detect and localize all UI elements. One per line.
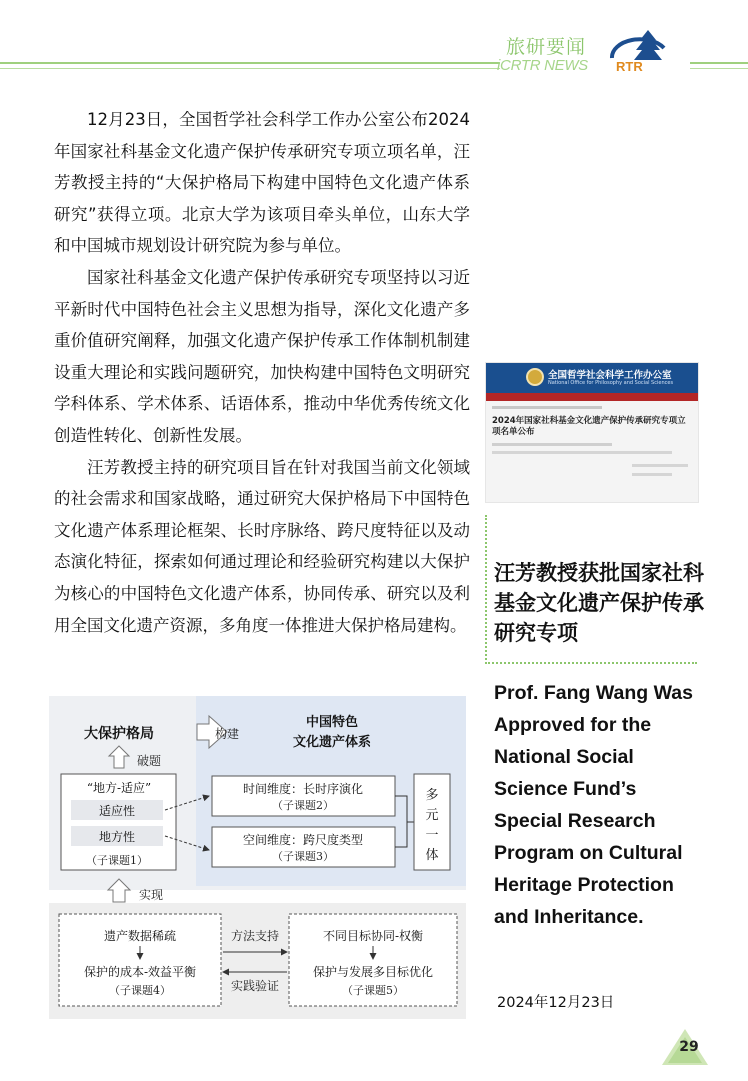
emblem-icon (526, 368, 544, 386)
space-dimension-label: 空间维度：跨尺度类型 (242, 833, 364, 847)
targets-label: 不同目标协同-权衡 (322, 929, 424, 943)
announcement-screenshot (485, 362, 699, 503)
multi-char-3: 一 (425, 828, 439, 843)
header-rule-right (690, 62, 748, 64)
side-divider-horizontal (485, 662, 697, 664)
paragraph-3: 汪芳教授主持的研究项目旨在针对我国当前文化领域的社会需求和国家战略，通过研究大保护格局下中国特色文化遗产体系理论框架、长时序脉络、跨尺度特征以及动态演化特征，探索如何通过理论和经验研究构建以大保护为核心的中国特色文化遗产体系，协同传承、研究以及利用全国文化遗产资源，多角度一体推进大保护格局建构。 (54, 457, 470, 635)
locality-label: 地方性 (98, 830, 136, 844)
construct-label: 构建 (215, 727, 240, 741)
big-protection-label: 大保护格局 (84, 726, 154, 742)
article-body (54, 104, 470, 641)
article-date: 2024年12月23日 (497, 995, 615, 1011)
screenshot-nav-bar (486, 393, 698, 401)
paragraph-2: 国家社科基金文化遗产保护传承研究专项坚持以习近平新时代中国特色社会主义思想为指导，深化文化遗产多重价值研究阐释，加强文化遗产保护传承工作体制机制建设重大理论和实践问题研究，加快构建中国特色文明研究学科体系、学术体系、话语体系，推动中华优秀传统文化创造性转化、创新性发展。 (54, 267, 470, 445)
section-title-cn: 旅研要闻 (506, 36, 587, 58)
method-support-label: 方法支持 (230, 929, 280, 943)
multi-char-1: 多 (425, 788, 439, 803)
realize-label: 实现 (139, 888, 164, 902)
sub4-label: （子课题4） (109, 984, 171, 997)
screenshot-org-name: 全国哲学社会科学工作办公室 (548, 370, 672, 381)
data-scarce-label: 遗产数据稀疏 (103, 929, 177, 943)
side-title-en: Prof. Fang Wang Was Approved for the National Social Science Fund’s Special Research Program on Cultural Heritage Protection and Inheritance. (494, 682, 693, 928)
section-title-en: iCRTR NEWS (497, 57, 588, 74)
screenshot-sign-line (632, 464, 688, 467)
local-adapt-title: “地方-适应” (86, 781, 152, 795)
side-divider-vertical (485, 515, 487, 660)
screenshot-org-name-en: National Office for Philosophy and Social Sciences (548, 380, 674, 386)
heritage-system-line2: 文化遗产体系 (292, 735, 372, 750)
sub2-label: （子课题2） (272, 799, 334, 812)
screenshot-date-line (632, 473, 672, 476)
cost-benefit-label: 保护的成本-效益平衡 (83, 965, 197, 979)
research-framework-diagram (49, 696, 466, 1019)
time-dimension-label: 时间维度：长时序演化 (242, 782, 364, 796)
screenshot-text-line (492, 451, 672, 454)
side-title-cn: 汪芳教授获批国家社科基金文化遗产保护传承研究专项 (494, 561, 704, 645)
logo-text: RTR (616, 59, 643, 74)
screenshot-banner (486, 363, 698, 393)
adaptivity-label: 适应性 (98, 804, 136, 818)
sub1-label: （子课题1） (86, 854, 148, 867)
header-rule (0, 62, 500, 64)
multi-char-4: 体 (425, 848, 439, 863)
heritage-system-line1: 中国特色 (305, 715, 359, 730)
sub5-label: （子课题5） (342, 984, 404, 997)
header-rule-thin (0, 68, 500, 69)
sub3-label: （子课题3） (272, 850, 334, 863)
page-number: 29 (679, 1039, 699, 1055)
screenshot-meta-line (492, 443, 612, 446)
header-rule-right-thin (690, 68, 748, 69)
practice-verify-label: 实践验证 (230, 979, 280, 993)
crtr-logo (604, 28, 676, 76)
paragraph-1: 12月23日，全国哲学社会科学工作办公室公布2024年国家社科基金文化遗产保护传承研究专项立项名单，汪芳教授主持的“大保护格局下构建中国特色文化遗产体系研究”获得立项。北京大学为该项目牵头单位，山东大学和中国城市规划设计研究院为参与单位。 (54, 110, 470, 256)
screenshot-article-title: 2024年国家社科基金文化遗产保护传承研究专项立项名单公布 (492, 416, 686, 437)
multi-char-2: 元 (425, 808, 439, 823)
break-topic-label: 破题 (137, 754, 162, 768)
multi-opt-label: 保护与发展多目标优化 (312, 965, 434, 979)
screenshot-breadcrumb (492, 406, 602, 409)
